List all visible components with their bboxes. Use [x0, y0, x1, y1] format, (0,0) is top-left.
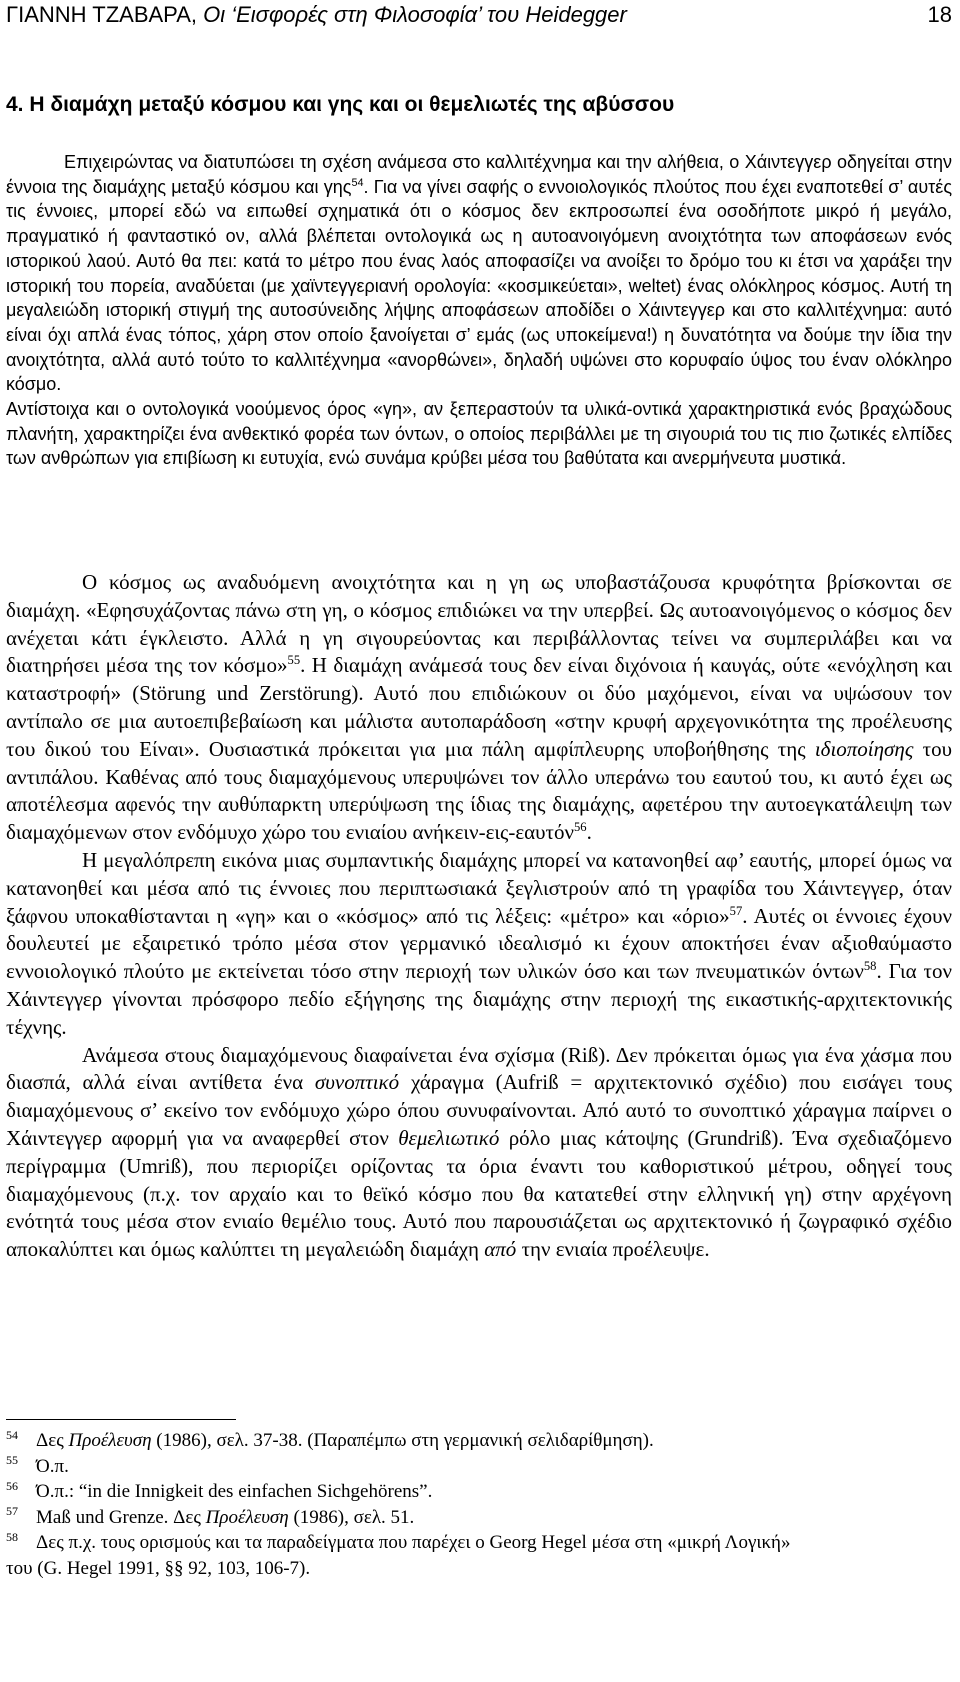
body-serif-block — [6, 569, 952, 1264]
footnote-text: Ό.π. — [36, 1455, 69, 1477]
paragraph-4 — [6, 847, 952, 1042]
body-sans-block — [6, 150, 952, 471]
paragraph-2: Αντίστοιχα και ο οντολογικά νοούμενος όρος «γη», αν ξεπεραστούν τα υλικά-οντικά χαρακτηριστικά ενός βραχώδους πλανήτη, χαρακτηρίζει ένα ανθεκτικό φορέα των όντων, ο οποίος περιβάλλει με τη σιγουριά του τις πιο ζωτικές ελπίδες των ανθρώπων για επιβίωση κι ευτυχία, ενώ συνάμα κρύβει μέσα του βαθύτατα και ανερμήνευτα μυστικά. — [6, 399, 952, 469]
p5-italic-3: από — [484, 1237, 517, 1262]
header-book-title: Οι ‘Εισφορές στη Φιλοσοφία’ του Heidegger — [203, 2, 627, 27]
footnote-58-continued: του (G. Hegel 1991, §§ 92, 103, 106-7). — [6, 1557, 311, 1579]
page-number: 18 — [927, 2, 952, 27]
footnote-text: Δες π.χ. τους ορισμούς και τα παραδείγματα που παρέχει ο Georg Hegel μέσα στη «μικρή Λογική» — [36, 1532, 791, 1554]
paragraph-3 — [6, 569, 952, 847]
footnote-54: 54 Δες Προέλευση (1986), σελ. 37-38. (Παραπέμπω στη γερμανική σελιδαρίθμηση). — [6, 1427, 654, 1451]
footnote-58: 58 Δες π.χ. τους ορισμούς και τα παραδείγματα που παρέχει ο Georg Hegel μέσα στη «μικρή Λογική» — [6, 1530, 791, 1554]
footnote-ref-57[interactable]: 57 — [729, 903, 743, 918]
footnote-text: (1986), σελ. 51. — [288, 1506, 415, 1528]
p4-text-a: Η μεγαλόπρεπη εικόνα μιας συμπαντικής διαμάχης μπορεί να κατανοηθεί αφ’ εαυτής, μπορεί όμως να κατανοηθεί και μέσα από τις έννοιες που περιπτωσιακά ξεγλιστρούν από τη γραφίδα του Χάιντεγγερ, όταν ξάφνου υποκαθίστανται η «γη» και ο «κόσμος» από τις λέξεις: «μέτρο» και «όριο» — [6, 847, 952, 928]
footnote-italic: Προέλευση — [205, 1506, 289, 1528]
footnote-text: (1986), σελ. 37-38. (Παραπέμπω στη γερμανική σελιδαρίθμηση). — [151, 1430, 654, 1451]
footnote-ref-55[interactable]: 55 — [287, 653, 301, 668]
footnote-divider — [6, 1419, 236, 1420]
p5-text-b: χάραγμα (Aufriß = αρχιτεκτονικό σχέδιο) που εισάγει τους διαμαχόμενους σ’ εκείνο τον ενδόμυχο χώρο όπου συνυφαίνονται. Από αυτό το συνοπτικό χάραγμα παίρνει ο Χάιντεγγερ αφορμή για να αναφερθεί στον — [6, 1070, 952, 1150]
p5-italic-1: συνοπτικό — [314, 1070, 400, 1095]
footnote-56: 56 Ό.π.: “in die Innigkeit des einfachen Sichgehörens”. — [6, 1478, 433, 1503]
footnote-ref-54[interactable]: 54 — [351, 176, 364, 189]
p3-italic: ιδιοποίησης — [814, 736, 914, 761]
p4-text-b: . Αυτές οι έννοιες έχουν δουλευτεί με εξαιρετικό τρόπο μέσα στον γερμανικό ιδεαλισμό κι έχουν αποκτήσει έναν αξιοθαύμαστο εννοιολογικό πλούτο με εκτείνεται τόσο στην περιοχή των υλικών όσο και των πνευματικών όντων — [6, 903, 952, 984]
section-title: 4. Η διαμάχη μεταξύ κόσμου και γης και οι θεμελιωτές της αβύσσου — [6, 93, 675, 116]
p5-text-d: την ενιαία προέλευψε. — [516, 1237, 710, 1262]
footnote-italic: Προέλευση — [68, 1430, 152, 1451]
paragraph-1 — [6, 150, 952, 397]
footnote-text: Ό.π.: “in die Innigkeit des einfachen Sichgehörens”. — [36, 1481, 433, 1503]
p3-text-b: . Η διαμάχη ανάμεσά τους δεν είναι διχόνοια ή καυγάς, ούτε «ενόχληση και καταστροφή» (Störung und Zerstörung). Αυτό που επιδιώκουν οι δύο μαχόμενοι, είναι να υψώσουν τον αντίπαλο σε μια αυτοεπιβεβαίωση και μάλιστα αυτοπαράδοση «στην κρυφή αρχεγονικότητα της προέλευσης του δικού του Είναι». Ουσιαστικά πρόκειται για μια πάλη αμφίπλευρης υποβοήθησης της — [6, 653, 952, 761]
footnotes — [6, 1428, 952, 1582]
p5-text-c: ρόλο μιας κάτοψης (Grundriß). Ένα σχεδιαζόμενο περίγραμμα (Umriß), που περιορίζει ορίζοντας τα όρια έναντι του καθοριστικού μέτρου, οδηγεί τους διαμαχόμενους (π.χ. τον αρχαίο και το θεϊκό κόσμο που θα κατατεθεί στην ελληνική γη) στην αρχέγονη ενότητά τους μέσα στον ενιαίο θεμέλιο τους. Αυτό που παρουσιάζεται ως αρχιτεκτονικό ή ζωγραφικό σχέδιο αποκαλύπτει και όμως καλύπτει τη μεγαλειώδη διαμάχη — [6, 1125, 952, 1262]
p3-text-d: . — [586, 820, 592, 845]
footnote-text: Maß und Grenze. Δες — [36, 1506, 206, 1528]
running-header — [6, 2, 952, 36]
p3-text-a: Ο κόσμος ως αναδυόμενη ανοιχτότητα και η γη ως υποβαστάζουσα κρυφότητα βρίσκονται σε διαμάχη. «Εφησυχάζοντας πάνω στη γη, ο κόσμος επιδιώκει να την υπερβεί. Ως αυτοανοιγόμενος ο κόσμος δεν ανέχεται κάτι έγκλειστο. Αλλά η γη σιγουρεύοντας και περιβάλλοντας τείνει να συμπεριλάβει και να διατηρήσει μέσα της τον κόσμο» — [6, 570, 952, 678]
footnote-ref-58[interactable]: 58 — [863, 959, 877, 974]
p4-text-c: . Για τον Χάιντεγγερ γίνονται πρόσφορο πεδίο εξήγησης της διαμάχης στην περιοχή της εικαστικής-αρχιτεκτονικής τέχνης. — [6, 959, 952, 1039]
p3-text-c: του αντιπάλου. Καθένας από τους διαμαχόμενους υπερυψώνει τον άλλο υπεράνω του εαυτού του, κι αυτό έχει ως αποτέλεσμα αφενός την αυθύπαρκτη υπερύψωση της ίδιας της διαμάχης, αφετέρου την αυτοεγκατάλειψη των διαμαχόμενων στον ενδόμυχο χώρο του ενιαίου ανήκειν-εις-εαυτόν — [6, 736, 953, 845]
header-author: ΓΙΑΝΝΗ ΤΖΑΒΑΡΑ, — [6, 2, 204, 27]
header-title — [6, 2, 627, 28]
paragraph-5 — [6, 1042, 952, 1264]
footnote-57: 57 Maß und Grenze. Δες Προέλευση (1986), σελ. 51. — [6, 1504, 415, 1528]
p1-text-a: Επιχειρώντας να διατυπώσει τη σχέση ανάμεσα στο καλλιτέχνημα και την αλήθεια, ο Χάιντεγγερ οδηγείται στην έννοια της διαμάχης μεταξύ κόσμου και γης — [6, 152, 952, 197]
p5-text-a: Ανάμεσα στους διαμαχόμενους διαφαίνεται ένα σχίσμα (Riß). Δεν πρόκειται όμως για ένα χάσμα που διασπά, αλλά είναι αντίθετα ένα — [6, 1042, 952, 1095]
footnote-text: Δες — [36, 1430, 69, 1451]
footnote-ref-56[interactable]: 56 — [574, 820, 587, 835]
p5-italic-2: θεμελιωτικό — [398, 1125, 500, 1150]
p1-text-b: . Για να γίνει σαφής ο εννοιολογικός πλούτος που έχει εναποτεθεί σ’ αυτές τις έννοιες, μπορεί εδώ να ειπωθεί σχηματικά ότι ο κόσμος δεν εκπροσωπεί ένα οσοδήποτε μικρό ή μεγάλο, πραγματικό ή φανταστικό ον, αλλά βλέπεται οντολογικά ως η αυτοανοιγόμενη ανοιχτότητα των αποφάσεων ενός ιστορικού λαού. Αυτό θα πει: κατά το μέτρο που ένας λαός αποφασίζει να ανοίξει το δρόμο του κι έτσι να χαράξει την ιστορική του πορεία, αναδύεται (με χαϊντεγγεριανή ορολογία: «κοσμικεύεται», weltet) ένας ολόκληρος κόσμος. Αυτή τη μεγαλειώδη ιστορική στιγμή της αυτοσύνειδης λήψης αποφάσεων αποδίδει ο Χάιντεγγερ και στο καλλιτέχνημα: αυτό είναι όχι απλά ένας τόπος, χάρη στον οποίο ξανοίγεται σ’ εμάς (ως υποκείμενα!) η δυνατότητα να δούμε την ίδια την ανοιχτότητα, αλλά αυτό τούτο το καλλιτέχνημα «ανορθώνει», δηλαδή υψώνει στο κορυφαίο ύψος του έναν ολόκληρο κόσμο. — [6, 176, 952, 395]
footnote-55: 55 Ό.π. — [6, 1453, 69, 1477]
